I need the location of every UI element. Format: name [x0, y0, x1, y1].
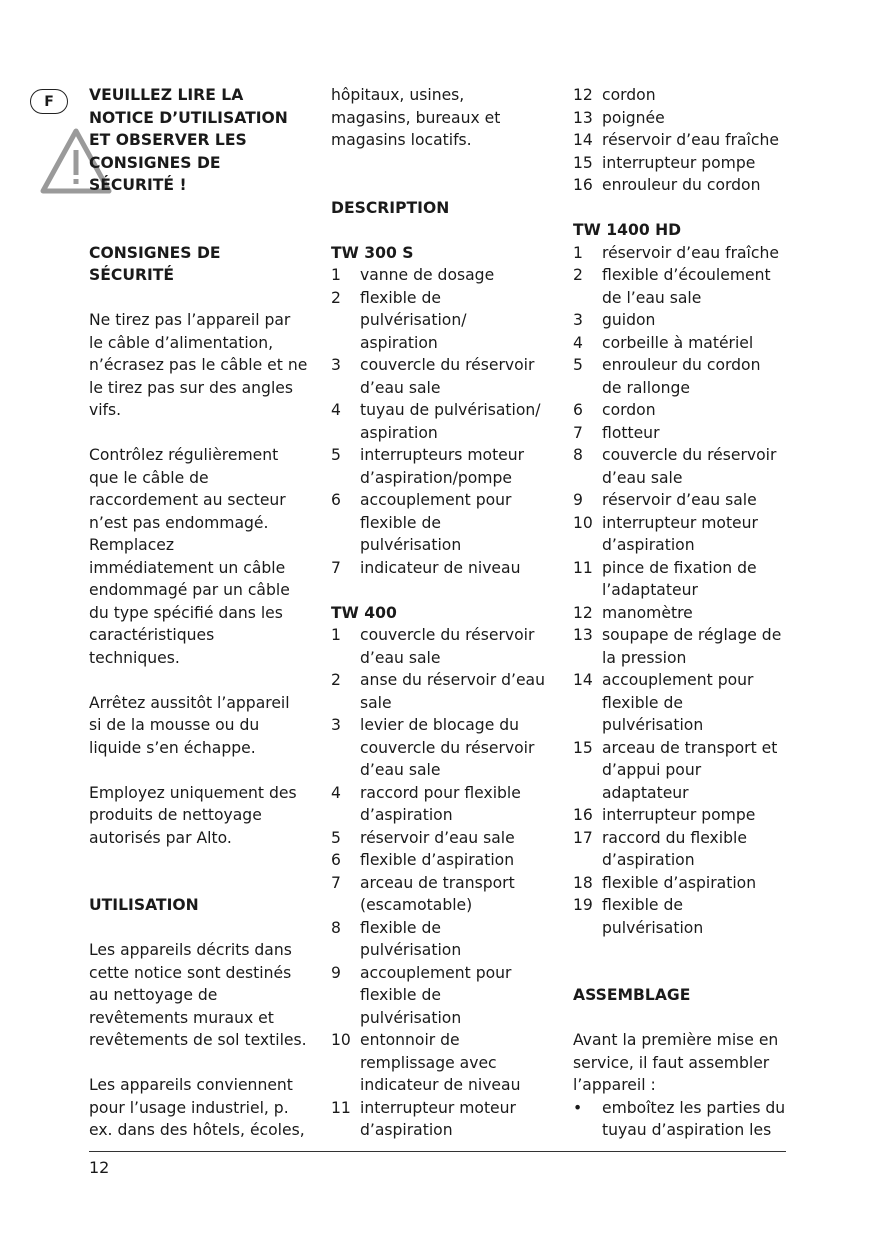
text-line: magasins, bureaux et	[331, 108, 501, 127]
text-line: si de la mousse ou du	[89, 716, 260, 734]
text-line: couvercle du réservoir	[360, 356, 535, 374]
text-line: le câble d’alimentation,	[89, 333, 274, 352]
item-text	[602, 399, 795, 422]
text-line: raccord pour flexible	[360, 783, 521, 802]
safety-notice-heading	[89, 84, 311, 197]
list-item	[331, 354, 553, 399]
text-line: arceau de transport	[360, 873, 515, 892]
text-line: n’écrasez pas le câble et ne	[89, 356, 308, 374]
text-line: aspiration	[360, 423, 438, 442]
item-text	[360, 1097, 553, 1142]
item-number: 17	[573, 828, 593, 847]
item-text	[360, 557, 553, 580]
item-text	[360, 624, 553, 669]
item-number: 6	[573, 401, 583, 419]
list-item	[573, 399, 795, 422]
item-text	[602, 489, 795, 512]
list-item	[331, 782, 553, 827]
parts-list-tw1400hd	[573, 242, 795, 940]
item-text	[360, 962, 553, 1030]
item-text	[360, 287, 553, 355]
text-line: interrupteur moteur	[360, 1098, 516, 1117]
item-text	[602, 242, 795, 265]
text-line: SÉCURITÉ !	[89, 176, 187, 194]
text-line: VEUILLEZ LIRE LA	[89, 86, 244, 104]
item-text	[360, 264, 553, 287]
item-text	[360, 444, 553, 489]
list-item	[573, 242, 795, 265]
text-line: ET OBSERVER LES	[89, 131, 247, 149]
list-item	[573, 444, 795, 489]
item-number: 4	[573, 333, 583, 352]
item-text	[602, 827, 795, 872]
list-item	[331, 444, 553, 489]
item-number: 2	[331, 671, 341, 689]
text-line: raccordement au secteur	[89, 491, 286, 509]
item-number: 9	[331, 963, 341, 982]
text-line: au nettoyage de	[89, 986, 218, 1004]
list-item	[573, 264, 795, 309]
text-line: du type spécifié dans les	[89, 603, 283, 622]
language-code: F	[44, 93, 54, 110]
item-number: 1	[331, 266, 341, 284]
item-number: 3	[331, 356, 341, 374]
item-number: 5	[331, 446, 341, 464]
text-line: aspiration	[360, 333, 438, 352]
text-line: flexible de	[360, 918, 441, 937]
item-text	[360, 849, 553, 872]
item-number: 14	[573, 671, 593, 689]
item-text	[602, 129, 795, 152]
list-item	[573, 422, 795, 445]
list-item	[331, 1029, 553, 1097]
text-line: soupape de réglage de	[602, 626, 782, 644]
text-line: Employez uniquement des	[89, 783, 297, 802]
list-item	[573, 84, 795, 107]
item-number: 13	[573, 626, 593, 644]
text-line: indicateur de niveau	[360, 558, 521, 577]
text-line: le tirez pas sur des angles	[89, 378, 294, 397]
item-text	[602, 624, 795, 669]
text-line: flexible de	[360, 986, 441, 1004]
text-line: Les appareils conviennent	[89, 1076, 293, 1094]
text-line: guidon	[602, 311, 656, 329]
paragraph-intended-use	[89, 939, 311, 1052]
text-line: couvercle du réservoir	[360, 626, 535, 644]
text-line: vifs.	[89, 401, 122, 419]
item-text	[602, 444, 795, 489]
list-item	[331, 827, 553, 850]
item-number: 10	[331, 1031, 351, 1049]
text-line: remplissage avec	[360, 1053, 497, 1072]
text-line: emboîtez les parties du	[602, 1098, 786, 1117]
item-number: 14	[573, 131, 593, 149]
list-item	[331, 1097, 553, 1142]
text-line: Remplacez	[89, 536, 175, 554]
item-number: 18	[573, 873, 593, 892]
text-line: réservoir d’eau fraîche	[602, 131, 779, 149]
parts-list-tw300s	[331, 264, 553, 579]
item-text	[602, 174, 795, 197]
list-item	[573, 489, 795, 512]
text-line: CONSIGNES DE	[89, 243, 221, 262]
item-text	[602, 264, 795, 309]
paragraph-cable-check	[89, 444, 311, 669]
text-line: d’eau sale	[360, 648, 441, 667]
item-text	[360, 714, 553, 782]
item-number: 3	[573, 311, 583, 329]
item-number: 5	[573, 356, 583, 374]
list-item	[573, 174, 795, 197]
model-title-tw400: TW 400	[331, 603, 397, 622]
text-line: interrupteur pompe	[602, 153, 756, 172]
item-number: 1	[331, 626, 341, 644]
item-number: 6	[331, 851, 341, 869]
item-text	[602, 354, 795, 399]
text-line: pulvérisation/	[360, 311, 467, 329]
list-item	[573, 512, 795, 557]
item-text	[602, 332, 795, 355]
item-number: 2	[331, 288, 341, 307]
text-line: revêtements de sol textiles.	[89, 1031, 307, 1049]
list-item	[573, 129, 795, 152]
text-line: adaptateur	[602, 783, 689, 802]
text-line: couvercle du réservoir	[360, 738, 535, 757]
item-text	[360, 872, 553, 917]
text-line: interrupteurs moteur	[360, 446, 525, 464]
list-item	[331, 669, 553, 714]
item-number: 12	[573, 603, 593, 622]
list-item	[331, 872, 553, 917]
item-text	[602, 804, 795, 827]
item-number: 10	[573, 513, 593, 532]
item-text	[602, 602, 795, 625]
item-number: 6	[331, 491, 341, 509]
text-line: revêtements muraux et	[89, 1008, 274, 1027]
text-line: flexible de	[360, 513, 441, 532]
text-line: service, il faut assembler	[573, 1053, 770, 1072]
text-line: indicateur de niveau	[360, 1076, 521, 1094]
item-number: 12	[573, 86, 593, 104]
page-number: 12	[89, 1158, 110, 1177]
parts-list-tw300s-continued	[573, 84, 795, 197]
text-line: d’aspiration	[602, 536, 695, 554]
paragraph-continued	[331, 84, 553, 152]
list-item	[573, 894, 795, 939]
list-item	[331, 917, 553, 962]
list-item	[331, 962, 553, 1030]
text-line: réservoir d’eau sale	[602, 491, 757, 509]
text-line: la pression	[602, 648, 687, 667]
item-number: 5	[331, 828, 341, 847]
list-item	[331, 714, 553, 782]
item-text	[360, 917, 553, 962]
text-line: flexible de	[602, 693, 683, 712]
list-item	[573, 872, 795, 895]
paragraph-industrial-use	[89, 1074, 311, 1142]
text-line: d’eau sale	[360, 761, 441, 779]
text-line: flexible d’aspiration	[602, 873, 757, 892]
item-text	[360, 1029, 553, 1097]
item-text	[602, 872, 795, 895]
text-line: de l’eau sale	[602, 288, 702, 307]
description-heading: DESCRIPTION	[331, 198, 450, 217]
list-item	[331, 624, 553, 669]
item-text	[602, 422, 795, 445]
item-text	[602, 512, 795, 557]
text-line: enrouleur du cordon	[602, 176, 761, 194]
text-line: levier de blocage du	[360, 716, 520, 734]
text-line: flexible de	[360, 288, 441, 307]
text-line: Avant la première mise en	[573, 1031, 779, 1049]
text-line: interrupteur moteur	[602, 513, 758, 532]
item-number: 4	[331, 401, 341, 419]
text-line: pulvérisation	[360, 536, 462, 554]
item-text	[602, 107, 795, 130]
text-line: d’eau sale	[602, 468, 683, 487]
text-line: l’adaptateur	[602, 581, 698, 599]
item-number: 8	[573, 446, 583, 464]
item-text	[602, 84, 795, 107]
text-line: magasins locatifs.	[331, 131, 472, 149]
paragraph-assembly	[573, 1029, 795, 1097]
list-item	[573, 152, 795, 175]
text-line: accouplement pour	[360, 491, 512, 509]
text-line: pince de fixation de	[602, 558, 757, 577]
list-item	[331, 399, 553, 444]
text-line: immédiatement un câble	[89, 558, 286, 577]
list-item	[573, 602, 795, 625]
text-line: cette notice sont destinés	[89, 963, 292, 982]
text-line: autorisés par Alto.	[89, 828, 232, 847]
item-text	[602, 309, 795, 332]
list-item	[331, 489, 553, 557]
item-number: 1	[573, 243, 583, 262]
text-line: enrouleur du cordon	[602, 356, 761, 374]
item-number: 2	[573, 266, 583, 284]
text-line: entonnoir de	[360, 1031, 460, 1049]
list-item	[573, 804, 795, 827]
text-line: d’aspiration	[360, 806, 453, 824]
text-line: flotteur	[602, 423, 660, 442]
text-line: SÉCURITÉ	[89, 266, 175, 284]
text-line: Ne tirez pas l’appareil par	[89, 311, 291, 329]
text-line: n’est pas endommagé.	[89, 513, 269, 532]
text-line: interrupteur pompe	[602, 806, 756, 824]
footer-rule	[89, 1151, 786, 1152]
text-line: endommagé par un câble	[89, 581, 290, 599]
text-line: arceau de transport et	[602, 738, 778, 757]
list-item	[331, 557, 553, 580]
text-line: réservoir d’eau sale	[360, 828, 515, 847]
text-line: d’eau sale	[360, 378, 441, 397]
text-line: Contrôlez régulièrement	[89, 446, 279, 464]
text-line: raccord du flexible	[602, 828, 747, 847]
item-text	[602, 894, 795, 939]
column-3	[573, 84, 795, 1142]
text-line: accouplement pour	[360, 963, 512, 982]
text-line: que le câble de	[89, 468, 209, 487]
list-item	[573, 309, 795, 332]
text-line: tuyau d’aspiration les	[602, 1121, 772, 1139]
text-line: Arrêtez aussitôt l’appareil	[89, 693, 290, 712]
text-line: liquide s’en échappe.	[89, 738, 256, 757]
item-number: 19	[573, 896, 593, 914]
item-number: 15	[573, 153, 593, 172]
column-2	[331, 84, 553, 1142]
item-number: 8	[331, 918, 341, 937]
text-line: hôpitaux, usines,	[331, 86, 465, 104]
item-number: 7	[331, 873, 341, 892]
text-line: sale	[360, 693, 392, 712]
item-text	[360, 827, 553, 850]
language-badge	[30, 89, 68, 114]
text-line: pulvérisation	[360, 1008, 462, 1027]
model-title-tw1400hd: TW 1400 HD	[573, 221, 682, 239]
item-number: 7	[573, 423, 583, 442]
text-line: techniques.	[89, 648, 180, 667]
item-number: 4	[331, 783, 341, 802]
model-title-tw300s: TW 300 S	[331, 243, 414, 262]
paragraph-cleaning-products	[89, 782, 311, 850]
item-number: 15	[573, 738, 593, 757]
text-line: produits de nettoyage	[89, 806, 262, 824]
text-line: d’aspiration	[360, 1121, 453, 1139]
parts-list-tw400	[331, 624, 553, 1142]
text-line: flexible de	[602, 896, 683, 914]
text-line: manomètre	[602, 603, 693, 622]
text-line: NOTICE D’UTILISATION	[89, 108, 288, 127]
text-line: ex. dans des hôtels, écoles,	[89, 1121, 305, 1139]
text-line: pulvérisation	[602, 716, 704, 734]
paragraph-foam	[89, 692, 311, 760]
item-number: 11	[573, 558, 593, 577]
bullet-item	[573, 1097, 795, 1142]
list-item	[573, 624, 795, 669]
safety-instructions-heading	[89, 242, 311, 287]
usage-heading: UTILISATION	[89, 896, 199, 914]
text-line: poignée	[602, 108, 665, 127]
item-number: 11	[331, 1098, 351, 1117]
text-line: Les appareils décrits dans	[89, 941, 292, 959]
text-line: accouplement pour	[602, 671, 754, 689]
item-text	[602, 737, 795, 805]
assembly-heading: ASSEMBLAGE	[573, 986, 691, 1004]
text-line: caractéristiques	[89, 626, 215, 644]
list-item	[331, 287, 553, 355]
item-text	[602, 669, 795, 737]
list-item	[573, 669, 795, 737]
text-line: vanne de dosage	[360, 266, 495, 284]
text-line: flexible d’écoulement	[602, 266, 771, 284]
text-line: d’aspiration/pompe	[360, 468, 512, 487]
text-line: corbeille à matériel	[602, 333, 754, 352]
text-line: d’aspiration	[602, 851, 695, 869]
text-line: flexible d’aspiration	[360, 851, 515, 869]
text-line: pulvérisation	[602, 918, 704, 937]
text-line: pour l’usage industriel, p.	[89, 1098, 289, 1117]
list-item	[573, 332, 795, 355]
item-number: 3	[331, 716, 341, 734]
item-number: 13	[573, 108, 593, 127]
list-item	[573, 107, 795, 130]
item-text	[360, 669, 553, 714]
text-line: réservoir d’eau fraîche	[602, 243, 779, 262]
item-number: 16	[573, 176, 593, 194]
list-item	[573, 827, 795, 872]
text-line: CONSIGNES DE	[89, 153, 221, 172]
text-line: pulvérisation	[360, 941, 462, 959]
column-1	[89, 84, 311, 1142]
item-text	[360, 399, 553, 444]
item-number: 16	[573, 806, 593, 824]
bullet-marker: •	[573, 1098, 583, 1117]
paragraph-cable-handling	[89, 309, 311, 422]
text-line: de rallonge	[602, 378, 690, 397]
text-line: l’appareil :	[573, 1076, 656, 1094]
text-line: couvercle du réservoir	[602, 446, 777, 464]
list-item	[331, 264, 553, 287]
text-line: anse du réservoir d’eau	[360, 671, 546, 689]
text-line: tuyau de pulvérisation/	[360, 401, 541, 419]
item-text	[602, 152, 795, 175]
text-line: cordon	[602, 86, 656, 104]
item-text	[360, 489, 553, 557]
item-text	[360, 782, 553, 827]
item-number: 7	[331, 558, 341, 577]
list-item	[331, 849, 553, 872]
text-line: d’appui pour	[602, 761, 702, 779]
list-item	[573, 737, 795, 805]
list-item	[573, 557, 795, 602]
item-text	[602, 557, 795, 602]
item-text	[360, 354, 553, 399]
text-line: cordon	[602, 401, 656, 419]
list-item	[573, 354, 795, 399]
item-number: 9	[573, 491, 583, 509]
text-line: (escamotable)	[360, 896, 473, 914]
